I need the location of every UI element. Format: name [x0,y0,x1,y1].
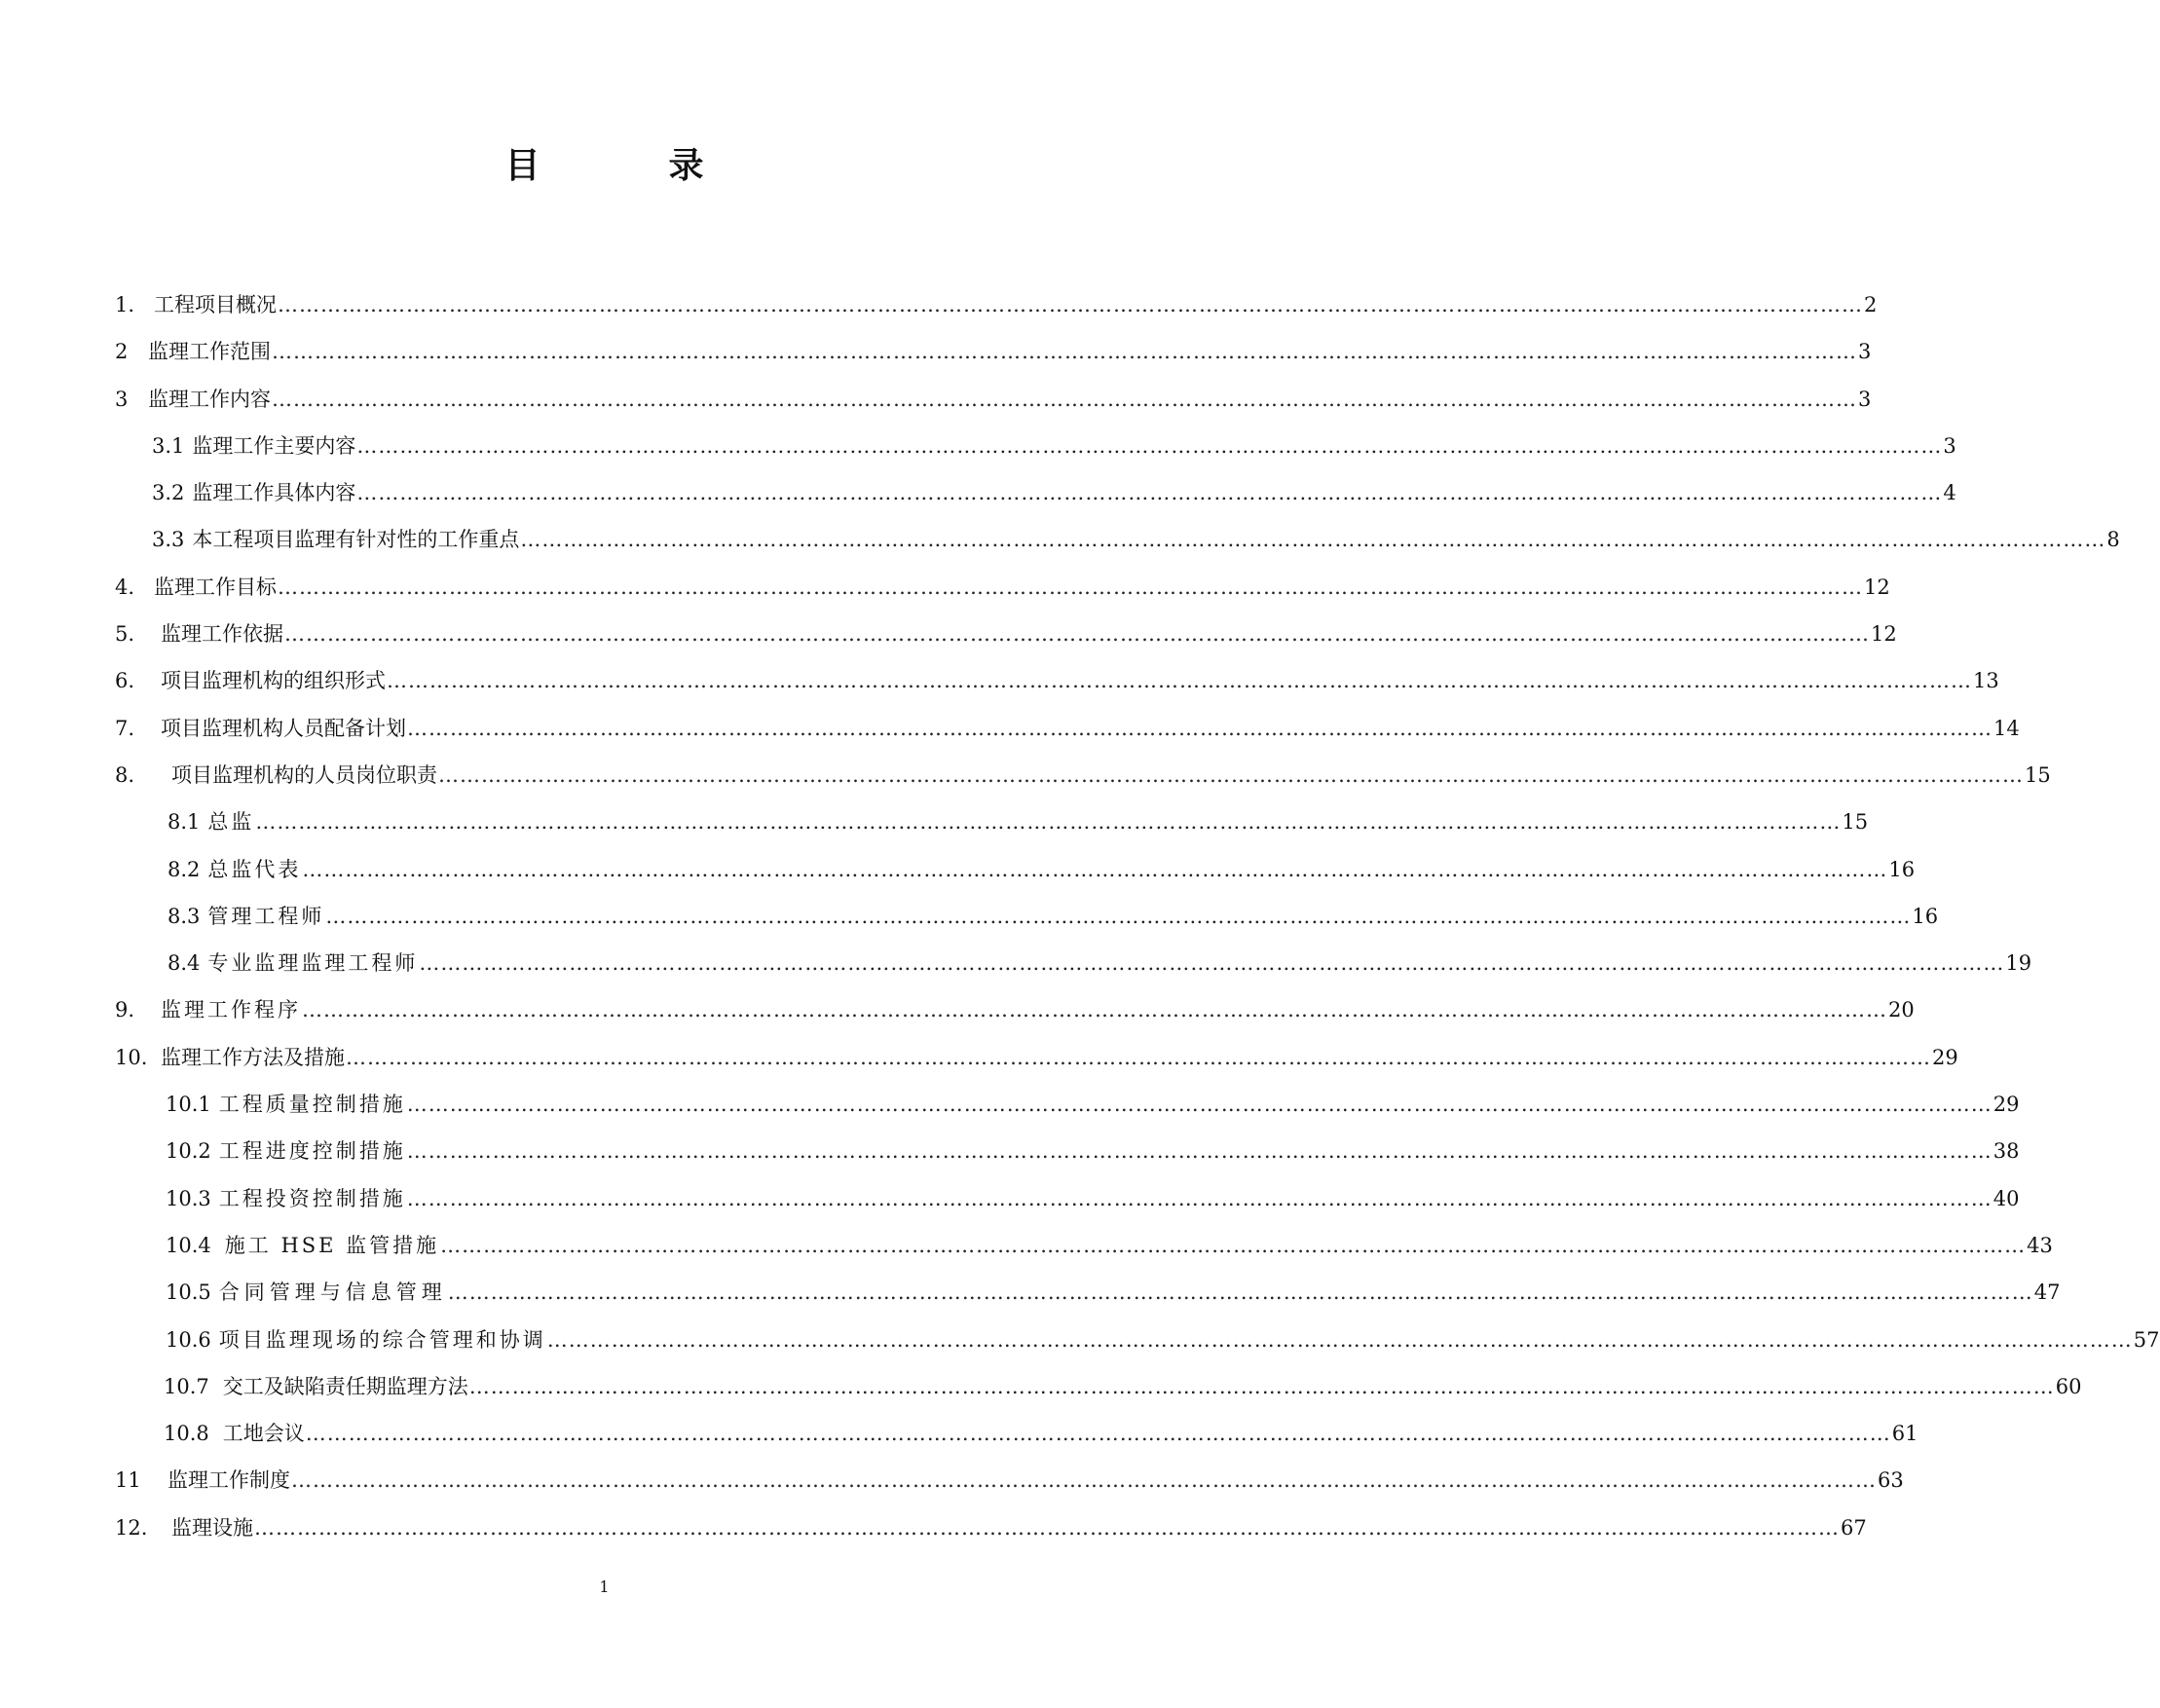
toc-entry-number: 9. [115,998,135,1022]
dot-leader: …………………………………………………………………………………………………………………………………………………………………………………………………… [291,1468,1877,1493]
toc-entry-title: 项目监理机构人员配备计划 [161,716,406,740]
toc-entry-page: 20 [1888,998,1915,1022]
toc-entry-title: 本工程项目监理有针对性的工作重点 [192,528,520,552]
dot-leader: …………………………………………………………………………………………………………………………………………………………………………………………………… [387,669,1972,693]
toc-entry-title: 监理工作主要内容 [192,433,356,458]
toc-subentry[interactable] [115,807,1869,854]
toc-entry-page: 8 [2106,528,2120,552]
toc-entry[interactable] [115,761,2051,807]
dot-leader: …………………………………………………………………………………………………………………………………………………………………………………………………… [272,387,1857,411]
toc-entry-number: 5. [115,622,135,647]
toc-entry-title: 合同管理与信息管理 [218,1281,447,1305]
toc-entry-number: 10.4 [166,1233,211,1257]
toc-entry-number: 3.3 [152,528,185,552]
toc-entry-title: 项目监理现场的综合管理和协调 [218,1327,546,1352]
dot-leader: …………………………………………………………………………………………………………………………………………………………………………………………………… [520,528,2106,552]
toc-entry-title: 监理工作范围 [148,340,271,364]
toc-entry-title: 管理工程师 [207,904,325,928]
dot-leader: …………………………………………………………………………………………………………………………………………………………………………………………………… [272,340,1857,364]
toc-entry-page: 4 [1943,481,1956,505]
toc-entry-page: 57 [2133,1327,2160,1352]
toc-entry-number: 10.2 [166,1139,211,1164]
toc-entry-number: 3 [115,387,129,411]
toc-entry-title: 监理工作程序 [161,998,301,1022]
toc-entry-page: 3 [1858,340,1872,364]
dot-leader: …………………………………………………………………………………………………………………………………………………………………………………………………… [419,951,2005,976]
toc-entry[interactable] [115,573,1890,619]
toc-entry-number: 6. [115,669,135,693]
toc-entry[interactable] [115,385,1872,431]
toc-entry-page: 67 [1841,1515,1867,1540]
toc-entry-page: 12 [1871,622,1897,647]
toc-subentry[interactable] [115,478,1956,525]
toc-subentry[interactable] [115,1184,2020,1231]
toc-entry-title: 监理工作依据 [161,622,283,647]
toc-entry-title: 监理工作制度 [168,1468,290,1493]
toc-entry[interactable] [115,666,1999,713]
toc-entry-page: 12 [1864,575,1890,599]
toc-subentry[interactable] [115,1136,2020,1183]
toc-entry-title: 工程投资控制措施 [218,1186,406,1210]
toc-entry-number: 3.1 [152,433,185,458]
dot-leader: …………………………………………………………………………………………………………………………………………………………………………………………………… [546,1327,2133,1352]
toc-entry-page: 14 [1993,716,2020,740]
toc-entry-title: 总监 [207,810,255,835]
toc-entry-page: 38 [1992,1139,2020,1164]
toc-entry-number: 8.3 [168,904,201,928]
toc-entry-page: 3 [1858,387,1872,411]
dot-leader: …………………………………………………………………………………………………………………………………………………………………………………………………… [255,810,1842,835]
dot-leader: …………………………………………………………………………………………………………………………………………………………………………………………………… [284,622,1870,647]
toc-entry-page: 19 [2005,951,2032,976]
toc-entry[interactable] [115,1513,1867,1560]
toc-entry-page: 29 [1992,1093,2020,1117]
toc-entry-title: 监理设施 [171,1515,253,1540]
toc-entry-number: 8.1 [168,810,201,835]
toc-entry-page: 2 [1864,293,1878,316]
toc-entry-number: 4. [115,575,135,599]
toc-entry[interactable] [115,1043,1958,1090]
toc-entry-page: 3 [1943,433,1956,458]
toc-entry-page: 16 [1912,904,1939,928]
toc-entry[interactable] [115,619,1897,666]
dot-leader: …………………………………………………………………………………………………………………………………………………………………………………………………… [346,1045,1931,1069]
toc-entry-number: 10.8 [164,1422,209,1446]
dot-leader: …………………………………………………………………………………………………………………………………………………………………………………………………… [406,1139,1992,1164]
dot-leader: …………………………………………………………………………………………………………………………………………………………………………………………………… [407,716,1992,740]
toc-entry-number: 10.7 [164,1374,209,1398]
toc-subentry[interactable] [115,431,1956,478]
toc-entry-title: 交工及缺陷责任期监理方法 [222,1374,468,1398]
dot-leader: …………………………………………………………………………………………………………………………………………………………………………………………………… [302,857,1888,881]
toc-entry[interactable] [115,337,1872,384]
toc-entry-page: 43 [2027,1233,2053,1257]
toc-subentry[interactable] [115,525,2120,572]
toc-subentry[interactable] [115,1419,1918,1466]
toc-entry-number: 1. [115,293,135,316]
toc-entry-number: 10.6 [166,1327,211,1352]
toc-entry-title: 项目监理机构的人员岗位职责 [171,762,437,787]
dot-leader: …………………………………………………………………………………………………………………………………………………………………………………………………… [356,481,1943,505]
dot-leader: …………………………………………………………………………………………………………………………………………………………………………………………………… [278,575,1863,599]
toc-entry-title: 项目监理机构的组织形式 [161,669,386,693]
toc-entry-title: 监理工作目标 [154,575,277,599]
toc-entry-page: 63 [1878,1468,1904,1493]
toc-entry-title: 监理工作内容 [148,387,271,411]
dot-leader: …………………………………………………………………………………………………………………………………………………………………………………………………… [447,1281,2033,1305]
toc-entry[interactable] [115,995,1915,1042]
toc-subentry[interactable] [115,948,2032,995]
toc-entry-page: 40 [1992,1186,2020,1210]
dot-leader: …………………………………………………………………………………………………………………………………………………………………………………………………… [305,1422,1891,1446]
toc-entry-number: 12. [115,1515,148,1540]
toc-subentry[interactable] [115,1372,2082,1419]
toc-subentry[interactable] [115,1278,2061,1324]
dot-leader: …………………………………………………………………………………………………………………………………………………………………………………………………… [406,1186,1992,1210]
toc-entry-title: 总监代表 [207,857,302,881]
toc-entry-number: 8. [115,762,135,787]
dot-leader: …………………………………………………………………………………………………………………………………………………………………………………………………… [325,904,1912,928]
toc-entry-title: 工程项目概况 [154,293,277,316]
dot-leader: …………………………………………………………………………………………………………………………………………………………………………………………………… [440,1233,2027,1257]
toc-entry-page: 13 [1973,669,1999,693]
toc-entry-number: 8.2 [168,857,201,881]
toc-entry-page: 47 [2033,1281,2061,1305]
toc-entry-number: 10.3 [166,1186,211,1210]
toc-entry-number: 10.5 [166,1281,211,1305]
toc-entry-title: 监理工作具体内容 [192,481,356,505]
toc-entry[interactable] [115,714,2020,761]
toc-entry-number: 8.4 [168,951,201,976]
toc-entry-title: 工程进度控制措施 [218,1139,406,1164]
toc-entry-number: 2 [115,340,129,364]
toc-entry[interactable] [115,1466,1904,1512]
toc-entry-number: 3.2 [152,481,185,505]
toc-entry-page: 61 [1891,1422,1918,1446]
toc-subentry[interactable] [115,1325,2160,1372]
toc-entry-page: 16 [1888,857,1916,881]
toc-entry-number: 7. [115,716,135,740]
page-title: 目 录 [504,145,751,186]
toc-subentry[interactable] [115,1231,2053,1278]
toc-entry-page: 15 [2025,762,2051,787]
dot-leader: …………………………………………………………………………………………………………………………………………………………………………………………………… [468,1374,2055,1398]
dot-leader: …………………………………………………………………………………………………………………………………………………………………………………………………… [438,762,2024,787]
toc-entry-title: 专业监理监理工程师 [207,951,419,976]
toc-entry-number: 11 [115,1468,141,1493]
toc-entry-number: 10.1 [166,1093,211,1117]
toc-entry-title: 工程质量控制措施 [218,1093,406,1117]
dot-leader: …………………………………………………………………………………………………………………………………………………………………………………………………… [302,998,1887,1022]
toc-subentry[interactable] [115,1090,2020,1136]
page-number: 1 [599,1578,610,1596]
toc-entry-number: 10. [115,1045,148,1069]
toc-entry[interactable] [115,290,1878,337]
dot-leader: …………………………………………………………………………………………………………………………………………………………………………………………………… [278,293,1863,316]
dot-leader: …………………………………………………………………………………………………………………………………………………………………………………………………… [254,1515,1840,1540]
toc-entry-page: 15 [1842,810,1869,835]
toc-subentry[interactable] [115,902,1939,948]
toc-entry-page: 60 [2055,1374,2082,1398]
table-of-contents [115,290,2160,1560]
dot-leader: …………………………………………………………………………………………………………………………………………………………………………………………………… [356,433,1943,458]
dot-leader: …………………………………………………………………………………………………………………………………………………………………………………………………… [406,1093,1992,1117]
toc-subentry[interactable] [115,855,1916,902]
toc-entry-title: 工地会议 [222,1422,305,1446]
toc-entry-title: 施工 HSE 监管措施 [224,1233,440,1257]
toc-entry-title: 监理工作方法及措施 [161,1045,345,1069]
toc-entry-page: 29 [1932,1045,1958,1069]
